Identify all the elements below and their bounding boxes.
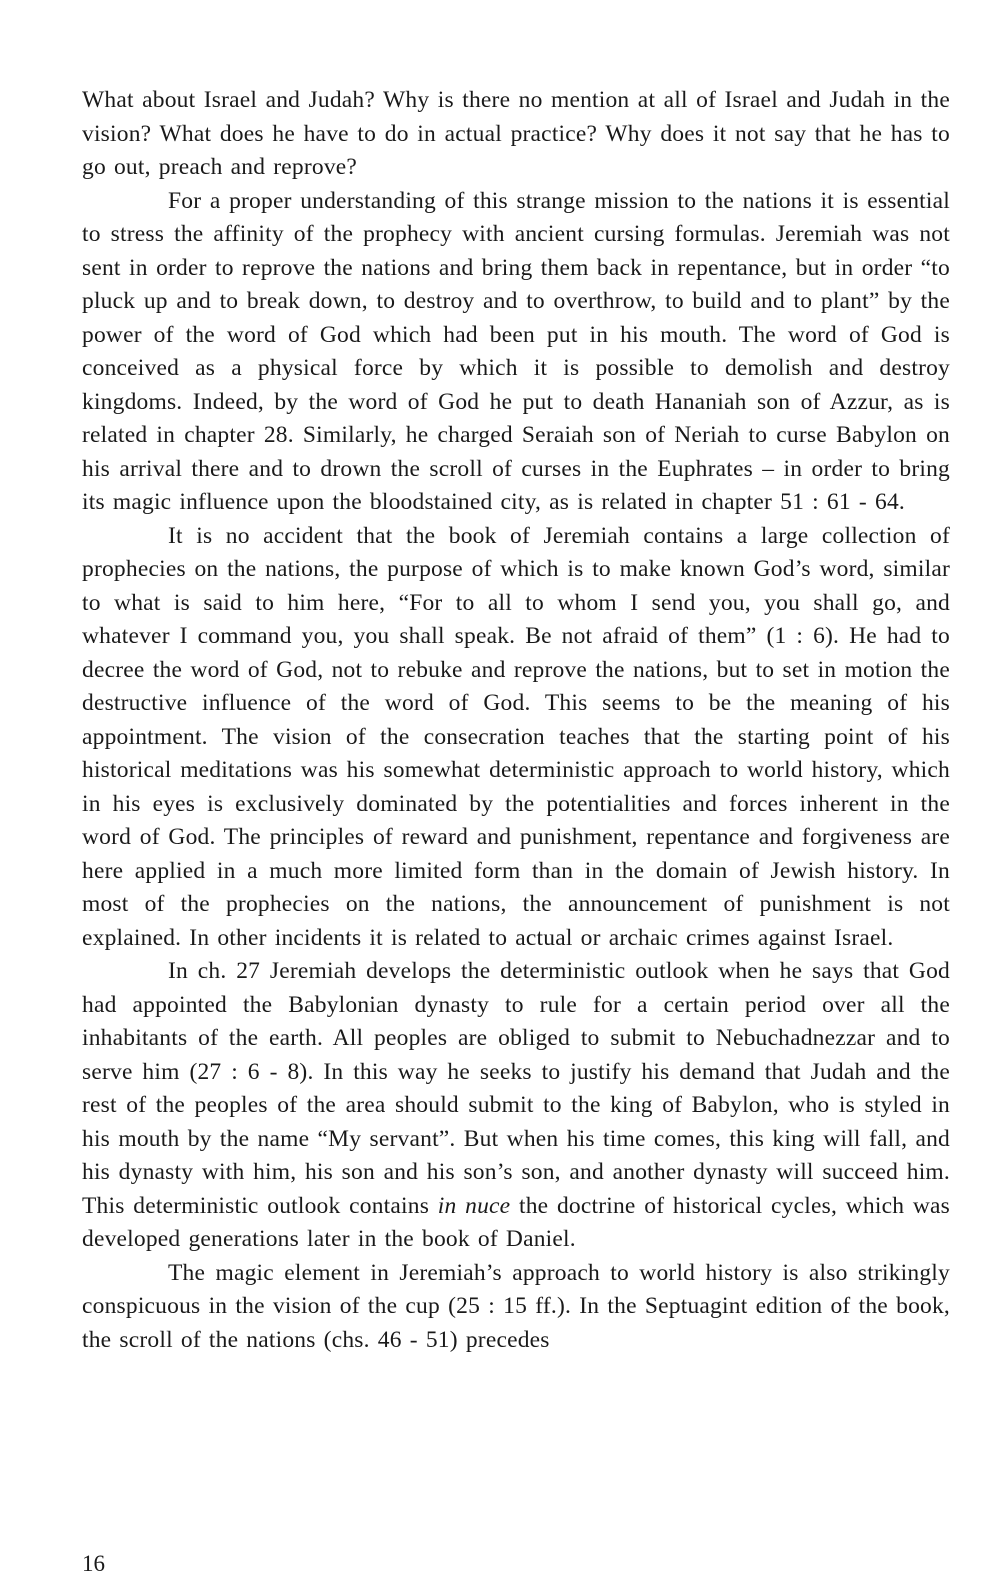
paragraph-4-text-b: the doctrine of historical cycles, which was developed generations later in the book of Daniel. — [82, 1192, 950, 1252]
page-number: 16 — [82, 1551, 105, 1576]
paragraph-4 — [82, 955, 950, 1257]
paragraph-3: It is no accident that the book of Jeremiah contains a large collection of prophecies on the nations, the purpose of which is to make known God’s word, similar to what is said to him here, “For to all to whom I send you, you shall go, and whatever I command you, you shall speak. Be not afraid of them” (1 : 6). He had to decree the word of God, not to rebuke and reprove the nations, but to set in motion the destructive influence of the word of God. This seems to be the meaning of his appointment. The vision of the consecration teaches that the starting point of his historical meditations was his somewhat deterministic approach to world history, which in his eyes is exclusively dominated by the potentialities and forces inherent in the word of God. The principles of reward and punishment, repentance and forgiveness are here applied in a much more limited form than in the domain of Jewish history. In most of the prophecies on the nations, the announcement of punishment is not explained. In other incidents it is related to actual or archaic crimes against Israel. — [82, 522, 950, 951]
paragraph-5: The magic element in Jeremiah’s approach to world history is also strikingly conspicuous in the vision of the cup (25 : 15 ff.). In the Septuagint edition of the book, the scroll of the nations (chs. 46 - 51) precedes — [82, 1259, 950, 1353]
paragraph-2: For a proper understanding of this strange mission to the nations it is essential to stress the affinity of the prophecy with ancient cursing formulas. Jeremiah was not sent in order to reprove the nations and bring them back in repentance, but in order “to pluck up and to break down, to destroy and to overthrow, to build and to plant” by the power of the word of God which had been put in his mouth. The word of God is conceived as a physical force by which it is possible to demolish and destroy kingdoms. Indeed, by the word of God he put to death Hananiah son of Azzur, as is related in chapter 28. Similarly, he charged Seraiah son of Neriah to curse Babylon on his arrival there and to drown the scroll of curses in the Euphrates – in order to bring its magic influence upon the bloodstained city, as is related in chapter 51 : 61 - 64. — [82, 187, 950, 515]
paragraph-4-text-a: In ch. 27 Jeremiah develops the deterministic outlook when he says that God had appointed the Babylonian dynasty to rule for a certain period over all the inhabitants of the earth. All peoples are obliged to submit to Nebuchadnezzar and to serve him (27 : 6 - 8). In this way he seeks to justify his demand that Judah and the rest of the peoples of the area should submit to the king of Babylon, who is styled in his mouth by the name “My servant”. But when his time comes, this king will fall, and his dynasty with him, his son and his son’s son, and another dynasty will succeed him. This deterministic outlook contains — [82, 958, 950, 1219]
paragraph-1: What about Israel and Judah? Why is there no mention at all of Israel and Judah in the vision? What does he have to do in actual practice? Why does it not say that he has to go out, preach and reprove? — [82, 87, 950, 180]
paragraph-4-italic-term: in nuce — [437, 1192, 511, 1219]
body-text — [82, 84, 950, 1357]
